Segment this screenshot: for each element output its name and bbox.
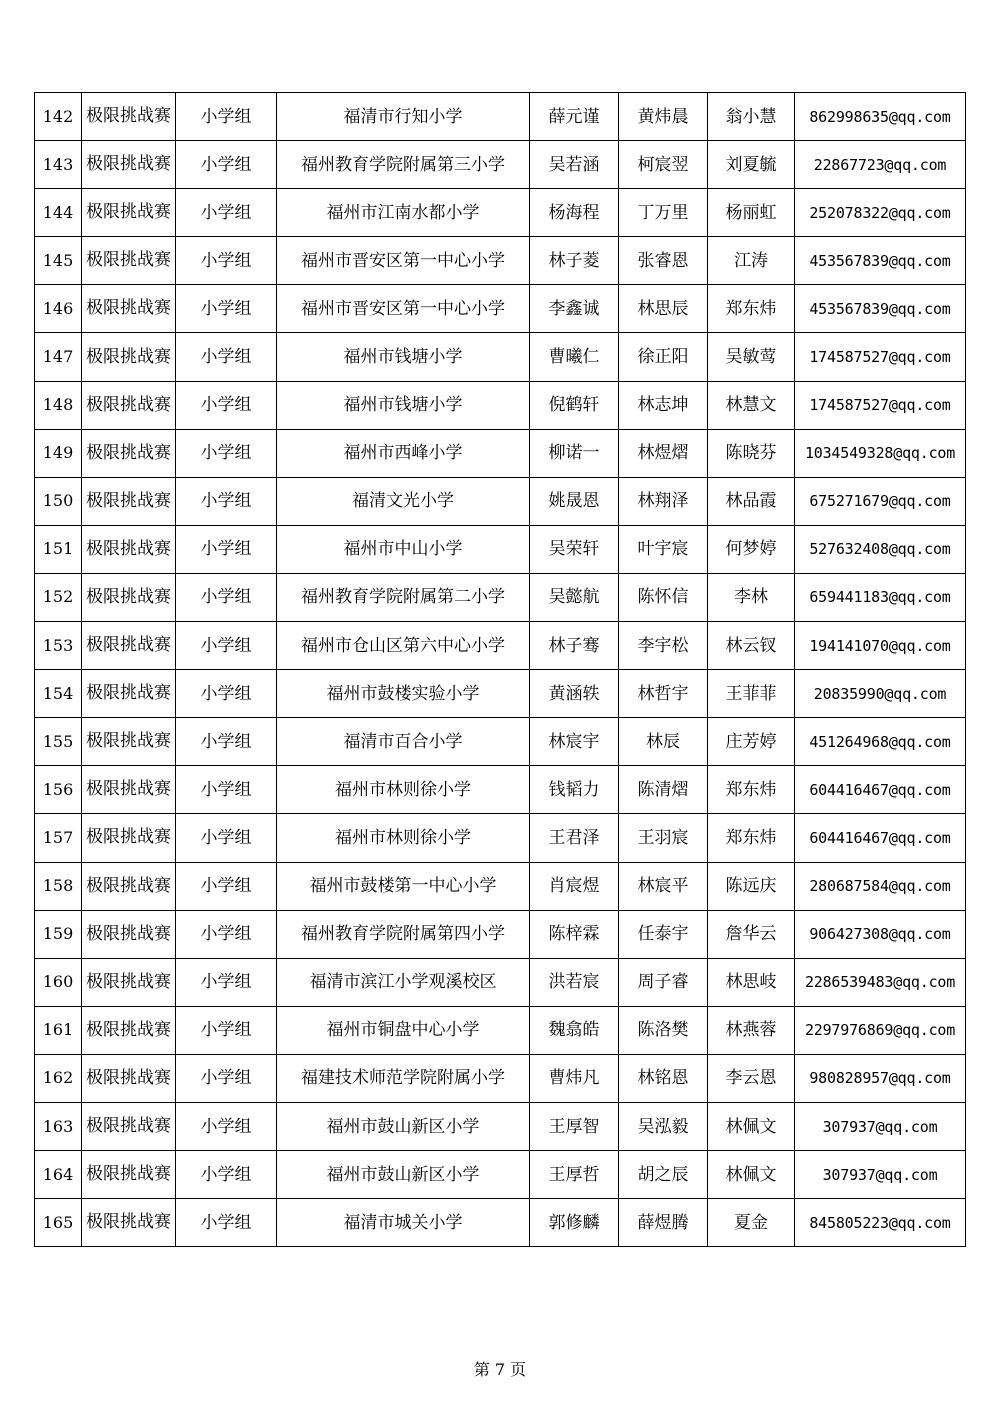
table-row — [35, 862, 966, 910]
school-name: 福清市百合小学 — [277, 718, 530, 766]
table-row — [35, 718, 966, 766]
contact-email: 2286539483@qq.com — [795, 958, 966, 1006]
contact-email: 604416467@qq.com — [795, 766, 966, 814]
contact-email: 862998635@qq.com — [795, 93, 966, 141]
contact-email: 280687584@qq.com — [795, 862, 966, 910]
student-2-name: 薛煜腾 — [619, 1199, 708, 1247]
age-group: 小学组 — [176, 1006, 277, 1054]
teacher-name: 郑东炜 — [708, 814, 795, 862]
student-2-name: 林哲宇 — [619, 670, 708, 718]
teacher-name: 陈远庆 — [708, 862, 795, 910]
age-group: 小学组 — [176, 93, 277, 141]
event-category: 极限挑战赛 — [82, 766, 176, 814]
contact-email: 174587527@qq.com — [795, 333, 966, 381]
school-name: 福州市仓山区第六中心小学 — [277, 622, 530, 670]
school-name: 福州教育学院附属第二小学 — [277, 573, 530, 621]
school-name: 福州市钱塘小学 — [277, 381, 530, 429]
student-2-name: 胡之辰 — [619, 1151, 708, 1199]
age-group: 小学组 — [176, 622, 277, 670]
contact-email: 845805223@qq.com — [795, 1199, 966, 1247]
teacher-name: 詹华云 — [708, 910, 795, 958]
event-category: 极限挑战赛 — [82, 1006, 176, 1054]
school-name: 福州市林则徐小学 — [277, 814, 530, 862]
table-row — [35, 958, 966, 1006]
teacher-name: 李云恩 — [708, 1054, 795, 1102]
age-group: 小学组 — [176, 910, 277, 958]
school-name: 福建技术师范学院附属小学 — [277, 1054, 530, 1102]
student-1-name: 王厚智 — [530, 1102, 619, 1150]
school-name: 福清市城关小学 — [277, 1199, 530, 1247]
row-number: 145 — [35, 237, 82, 285]
age-group: 小学组 — [176, 381, 277, 429]
student-2-name: 陈洛樊 — [619, 1006, 708, 1054]
student-1-name: 薛元谨 — [530, 93, 619, 141]
student-1-name: 洪若宸 — [530, 958, 619, 1006]
contact-email: 453567839@qq.com — [795, 285, 966, 333]
event-category: 极限挑战赛 — [82, 958, 176, 1006]
student-2-name: 李宇松 — [619, 622, 708, 670]
age-group: 小学组 — [176, 525, 277, 573]
row-number: 157 — [35, 814, 82, 862]
student-2-name: 吴泓毅 — [619, 1102, 708, 1150]
school-name: 福州教育学院附属第三小学 — [277, 141, 530, 189]
student-2-name: 王羽宸 — [619, 814, 708, 862]
event-category: 极限挑战赛 — [82, 670, 176, 718]
event-category: 极限挑战赛 — [82, 1151, 176, 1199]
row-number: 152 — [35, 573, 82, 621]
table-row — [35, 237, 966, 285]
table-row — [35, 814, 966, 862]
teacher-name: 夏金 — [708, 1199, 795, 1247]
event-category: 极限挑战赛 — [82, 333, 176, 381]
student-2-name: 叶宇宸 — [619, 525, 708, 573]
teacher-name: 吴敏莺 — [708, 333, 795, 381]
teacher-name: 林慧文 — [708, 381, 795, 429]
contact-email: 20835990@qq.com — [795, 670, 966, 718]
student-2-name: 林宸平 — [619, 862, 708, 910]
teacher-name: 郑东炜 — [708, 766, 795, 814]
school-name: 福清文光小学 — [277, 477, 530, 525]
event-category: 极限挑战赛 — [82, 93, 176, 141]
roster-body — [35, 93, 966, 1247]
row-number: 163 — [35, 1102, 82, 1150]
event-category: 极限挑战赛 — [82, 477, 176, 525]
table-row — [35, 622, 966, 670]
contact-email: 22867723@qq.com — [795, 141, 966, 189]
school-name: 福州市鼓山新区小学 — [277, 1102, 530, 1150]
teacher-name: 杨丽虹 — [708, 189, 795, 237]
student-1-name: 林子骞 — [530, 622, 619, 670]
school-name: 福清市滨江小学观溪校区 — [277, 958, 530, 1006]
age-group: 小学组 — [176, 862, 277, 910]
age-group: 小学组 — [176, 1151, 277, 1199]
teacher-name: 林佩文 — [708, 1151, 795, 1199]
teacher-name: 翁小慧 — [708, 93, 795, 141]
school-name: 福州市中山小学 — [277, 525, 530, 573]
row-number: 154 — [35, 670, 82, 718]
table-row — [35, 285, 966, 333]
student-2-name: 张睿恩 — [619, 237, 708, 285]
table-row — [35, 573, 966, 621]
table-row — [35, 333, 966, 381]
student-1-name: 王厚哲 — [530, 1151, 619, 1199]
student-1-name: 林子菱 — [530, 237, 619, 285]
teacher-name: 王菲菲 — [708, 670, 795, 718]
age-group: 小学组 — [176, 141, 277, 189]
row-number: 142 — [35, 93, 82, 141]
teacher-name: 林云钗 — [708, 622, 795, 670]
school-name: 福州市江南水都小学 — [277, 189, 530, 237]
age-group: 小学组 — [176, 766, 277, 814]
roster-table — [34, 92, 966, 1247]
age-group: 小学组 — [176, 1102, 277, 1150]
student-1-name: 柳诺一 — [530, 429, 619, 477]
table-row — [35, 1054, 966, 1102]
table-row — [35, 189, 966, 237]
teacher-name: 何梦婷 — [708, 525, 795, 573]
student-2-name: 林铭恩 — [619, 1054, 708, 1102]
row-number: 148 — [35, 381, 82, 429]
table-row — [35, 910, 966, 958]
age-group: 小学组 — [176, 718, 277, 766]
table-row — [35, 1006, 966, 1054]
table-row — [35, 429, 966, 477]
event-category: 极限挑战赛 — [82, 1199, 176, 1247]
student-2-name: 陈清熠 — [619, 766, 708, 814]
student-2-name: 林辰 — [619, 718, 708, 766]
teacher-name: 林品霞 — [708, 477, 795, 525]
teacher-name: 刘夏毓 — [708, 141, 795, 189]
contact-email: 307937@qq.com — [795, 1102, 966, 1150]
school-name: 福州市西峰小学 — [277, 429, 530, 477]
school-name: 福州市铜盘中心小学 — [277, 1006, 530, 1054]
row-number: 158 — [35, 862, 82, 910]
table-row — [35, 141, 966, 189]
event-category: 极限挑战赛 — [82, 1102, 176, 1150]
age-group: 小学组 — [176, 285, 277, 333]
row-number: 147 — [35, 333, 82, 381]
event-category: 极限挑战赛 — [82, 862, 176, 910]
row-number: 161 — [35, 1006, 82, 1054]
contact-email: 980828957@qq.com — [795, 1054, 966, 1102]
student-1-name: 倪鹤轩 — [530, 381, 619, 429]
contact-email: 451264968@qq.com — [795, 718, 966, 766]
student-2-name: 丁万里 — [619, 189, 708, 237]
age-group: 小学组 — [176, 1054, 277, 1102]
event-category: 极限挑战赛 — [82, 381, 176, 429]
school-name: 福州市鼓楼第一中心小学 — [277, 862, 530, 910]
age-group: 小学组 — [176, 333, 277, 381]
school-name: 福州市晋安区第一中心小学 — [277, 285, 530, 333]
school-name: 福州市晋安区第一中心小学 — [277, 237, 530, 285]
event-category: 极限挑战赛 — [82, 814, 176, 862]
student-2-name: 林志坤 — [619, 381, 708, 429]
row-number: 153 — [35, 622, 82, 670]
contact-email: 1034549328@qq.com — [795, 429, 966, 477]
student-2-name: 徐正阳 — [619, 333, 708, 381]
row-number: 165 — [35, 1199, 82, 1247]
school-name: 福州市林则徐小学 — [277, 766, 530, 814]
age-group: 小学组 — [176, 477, 277, 525]
teacher-name: 江涛 — [708, 237, 795, 285]
contact-email: 675271679@qq.com — [795, 477, 966, 525]
student-2-name: 林思辰 — [619, 285, 708, 333]
student-1-name: 钱韬力 — [530, 766, 619, 814]
event-category: 极限挑战赛 — [82, 525, 176, 573]
table-row — [35, 670, 966, 718]
school-name: 福州市钱塘小学 — [277, 333, 530, 381]
contact-email: 604416467@qq.com — [795, 814, 966, 862]
table-row — [35, 766, 966, 814]
student-1-name: 林宸宇 — [530, 718, 619, 766]
contact-email: 307937@qq.com — [795, 1151, 966, 1199]
table-row — [35, 93, 966, 141]
page-number: 第 7 页 — [473, 1360, 527, 1379]
teacher-name: 陈晓芬 — [708, 429, 795, 477]
contact-email: 453567839@qq.com — [795, 237, 966, 285]
school-name: 福州市鼓楼实验小学 — [277, 670, 530, 718]
student-1-name: 杨海程 — [530, 189, 619, 237]
event-category: 极限挑战赛 — [82, 285, 176, 333]
table-row — [35, 1151, 966, 1199]
student-1-name: 吴若涵 — [530, 141, 619, 189]
age-group: 小学组 — [176, 1199, 277, 1247]
student-1-name: 曹曦仁 — [530, 333, 619, 381]
row-number: 146 — [35, 285, 82, 333]
student-1-name: 肖宸煜 — [530, 862, 619, 910]
contact-email: 174587527@qq.com — [795, 381, 966, 429]
row-number: 143 — [35, 141, 82, 189]
event-category: 极限挑战赛 — [82, 141, 176, 189]
row-number: 144 — [35, 189, 82, 237]
row-number: 155 — [35, 718, 82, 766]
event-category: 极限挑战赛 — [82, 1054, 176, 1102]
student-1-name: 陈梓霖 — [530, 910, 619, 958]
event-category: 极限挑战赛 — [82, 910, 176, 958]
row-number: 160 — [35, 958, 82, 1006]
contact-email: 252078322@qq.com — [795, 189, 966, 237]
student-1-name: 吴荣轩 — [530, 525, 619, 573]
row-number: 149 — [35, 429, 82, 477]
age-group: 小学组 — [176, 237, 277, 285]
age-group: 小学组 — [176, 670, 277, 718]
age-group: 小学组 — [176, 814, 277, 862]
event-category: 极限挑战赛 — [82, 622, 176, 670]
row-number: 162 — [35, 1054, 82, 1102]
teacher-name: 林思岐 — [708, 958, 795, 1006]
student-2-name: 黄炜晨 — [619, 93, 708, 141]
student-2-name: 陈怀信 — [619, 573, 708, 621]
student-1-name: 王君泽 — [530, 814, 619, 862]
age-group: 小学组 — [176, 573, 277, 621]
student-2-name: 林翔泽 — [619, 477, 708, 525]
event-category: 极限挑战赛 — [82, 429, 176, 477]
row-number: 164 — [35, 1151, 82, 1199]
contact-email: 194141070@qq.com — [795, 622, 966, 670]
contact-email: 2297976869@qq.com — [795, 1006, 966, 1054]
school-name: 福州教育学院附属第四小学 — [277, 910, 530, 958]
student-1-name: 姚晟恩 — [530, 477, 619, 525]
event-category: 极限挑战赛 — [82, 237, 176, 285]
student-1-name: 李鑫诚 — [530, 285, 619, 333]
row-number: 159 — [35, 910, 82, 958]
school-name: 福州市鼓山新区小学 — [277, 1151, 530, 1199]
student-1-name: 魏翕皓 — [530, 1006, 619, 1054]
age-group: 小学组 — [176, 189, 277, 237]
table-row — [35, 1199, 966, 1247]
row-number: 156 — [35, 766, 82, 814]
teacher-name: 林佩文 — [708, 1102, 795, 1150]
teacher-name: 林燕蓉 — [708, 1006, 795, 1054]
student-1-name: 郭修麟 — [530, 1199, 619, 1247]
contact-email: 527632408@qq.com — [795, 525, 966, 573]
contact-email: 906427308@qq.com — [795, 910, 966, 958]
teacher-name: 庄芳婷 — [708, 718, 795, 766]
school-name: 福清市行知小学 — [277, 93, 530, 141]
row-number: 150 — [35, 477, 82, 525]
table-row — [35, 525, 966, 573]
table-row — [35, 381, 966, 429]
student-2-name: 林煜熠 — [619, 429, 708, 477]
event-category: 极限挑战赛 — [82, 189, 176, 237]
age-group: 小学组 — [176, 958, 277, 1006]
table-row — [35, 477, 966, 525]
age-group: 小学组 — [176, 429, 277, 477]
table-row — [35, 1102, 966, 1150]
student-1-name: 曹炜凡 — [530, 1054, 619, 1102]
teacher-name: 李林 — [708, 573, 795, 621]
contact-email: 659441183@qq.com — [795, 573, 966, 621]
student-2-name: 柯宸翌 — [619, 141, 708, 189]
student-1-name: 吴懿航 — [530, 573, 619, 621]
event-category: 极限挑战赛 — [82, 573, 176, 621]
student-1-name: 黄涵轶 — [530, 670, 619, 718]
student-2-name: 周子睿 — [619, 958, 708, 1006]
student-2-name: 任泰宇 — [619, 910, 708, 958]
row-number: 151 — [35, 525, 82, 573]
event-category: 极限挑战赛 — [82, 718, 176, 766]
teacher-name: 郑东炜 — [708, 285, 795, 333]
